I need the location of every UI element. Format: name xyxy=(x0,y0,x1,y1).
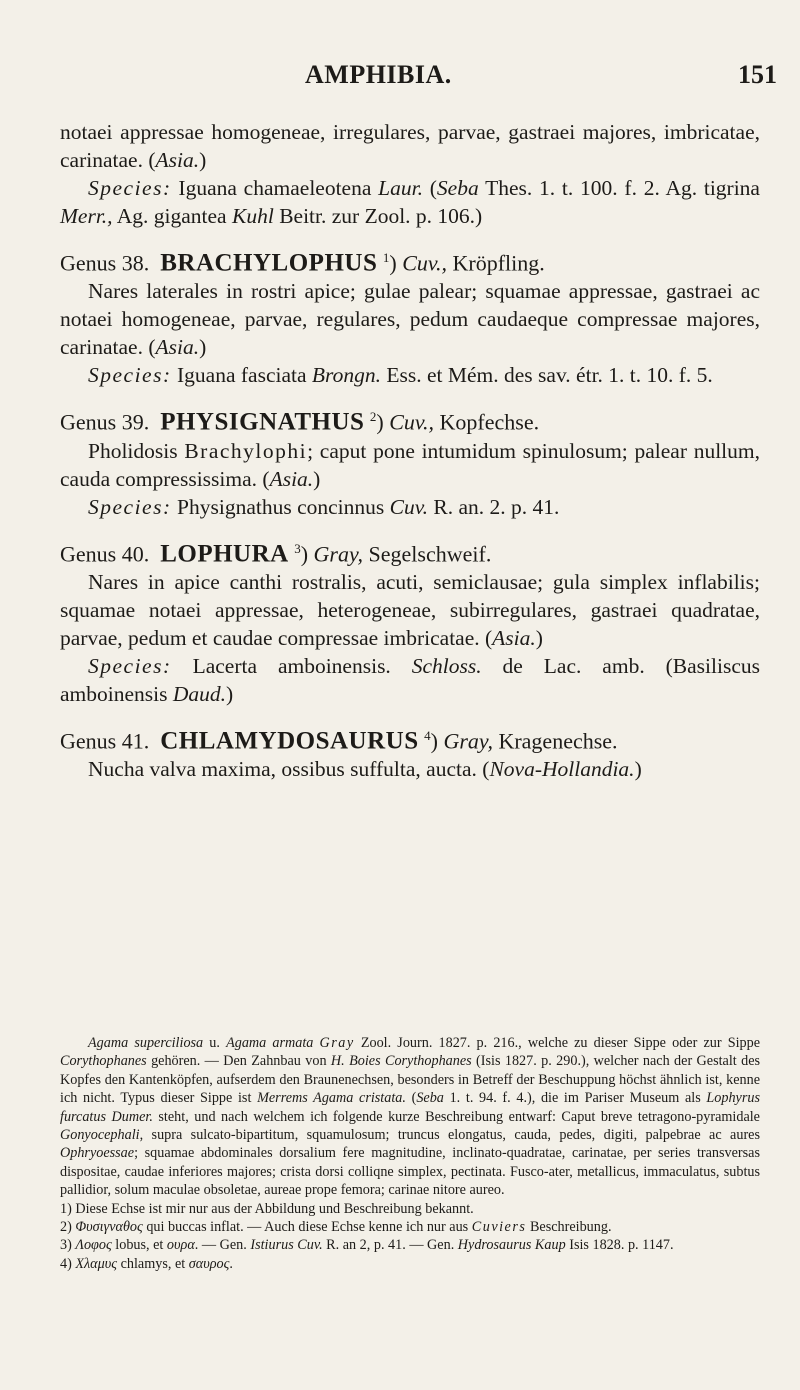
footnote-4: 4) Χλαμυς chlamys, et σαυρος. xyxy=(60,1255,233,1272)
genus-39-species: Species: Physignathus concinnus Cuv. R. an. 2. p. 41. xyxy=(88,494,560,519)
page-header xyxy=(0,60,800,100)
genus-heading-38: Genus 38. BRACHYLOPHUS $^1$) Cuv., Kröpfling. xyxy=(60,249,545,277)
footnote-3: 3) Λοφος lobus, et ουρα. — Gen. Istiurus Cuv. R. an 2, p. 41. — Gen. Hydrosaurus Kaup Isis 1828. p. 1147. xyxy=(60,1237,674,1254)
genus-38-species: Species: Iguana fasciata Brongn. Ess. et Mém. des sav. étr. 1. t. 10. f. 5. xyxy=(88,363,713,388)
footnote-2: 2) Φυσιγναθος qui buccas inflat. — Auch diese Echse kenne ich nur aus Cuviers Beschreibung. xyxy=(60,1219,612,1236)
genus-40-species: Species: Lacerta amboinensis. Schloss. de Lac. amb. (Basiliscus amboinensis Daud.) xyxy=(60,653,760,706)
genus-40-description: Nares in apice canthi rostralis, acuti, semiclausae; gula simplex inflabilis; squamae notaei appressae, heterogeneae, subirregulares, gastraei quadratae, parvae, pedum et caudae compressae imbricatae. (Asia.) xyxy=(60,569,760,650)
intro-paragraph: notaei appressae homogeneae, irregulares, parvae, gastraei majores, imbricatae, carinatae. (Asia.) xyxy=(60,120,760,172)
footnotes xyxy=(60,1034,760,1273)
footnote-main: Agama superciliosa u. Agama armata Gray Zool. Journ. 1827. p. 216., welche zu dieser Sippe oder zur Sippe Corythophanes gehören. — Den Zahnbau von H. Boies Corythophanes (Isis 1827. p. 290.), welcher nach der Gestalt des Kopfes den Kantenköpfen, aufserdem den Braunenechsen, besonders in Betreff der Beschuppung höchst ähnlich ist, kenne ich nicht. Typus dieser Sippe ist Merrems Agama cristata. (Seba 1. t. 94. f. 4.), die im Pariser Museum als Lophyrus furcatus Dumer. steht, und nach welchem ich folgende kurze Beschreibung entwarf: Caput breve tetragono-pyramidale Gonyocephali, supra sulcato-bipartitum, squamulosum; truncus elongatus, cauda, pedes, digiti, palpebrae ac aures Ophryoessae; squamae abdominales dorsalium fere magnitudine, inclinato-quadratae, carinatae, per series transversas dispositae, caudae inferiores majores; crista dorsi colliqne simplex, pectinata. Fusco-ater, metallicus, immaculatus, subtus pallidior, solum maculae obsoletae, aureae prope femora; carinae nitore aureo. xyxy=(60,1035,761,1199)
intro-species: Species: Iguana chamaeleotena Laur. (Seba Thes. 1. t. 100. f. 2. Ag. tigrina Merr., Ag. gigantea Kuhl Beitr. zur Zool. p. 106.) xyxy=(60,176,760,228)
main-text xyxy=(60,118,760,783)
running-title: AMPHIBIA. xyxy=(305,60,452,89)
genus-heading-41: Genus 41. CHLAMYDOSAURUS $^4$) Gray, Kragenechse. xyxy=(60,727,618,755)
genus-41-description: Nucha valva maxima, ossibus suffulta, aucta. (Nova-Hollandia.) xyxy=(88,757,642,782)
genus-38-description: Nares laterales in rostri apice; gulae palear; squamae appressae, gastraei ac notaei homogeneae, parvae, regulares, pedum caudaeque compressae majores, carinatae. (Asia.) xyxy=(60,279,760,360)
genus-heading-39: Genus 39. PHYSIGNATHUS $^2$) Cuv., Kopfechse. xyxy=(60,408,540,436)
genus-heading-40: Genus 40. LOPHURA $^3$) Gray, Segelschweif. xyxy=(60,539,492,567)
footnote-1: 1) Diese Echse ist mir nur aus der Abbildung und Beschreibung bekannt. xyxy=(60,1200,474,1217)
page-number: 151 xyxy=(738,60,777,89)
genus-39-description: Pholidosis Brachylophi; caput pone intumidum spinulosum; palear nullum, cauda compressissima. (Asia.) xyxy=(60,438,760,491)
